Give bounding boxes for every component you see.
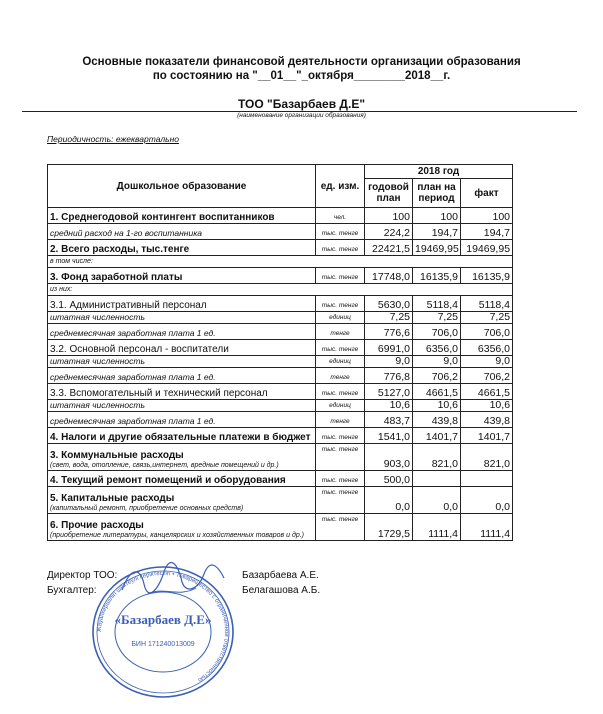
signature-scribble: [118, 560, 228, 600]
cell-fact: 0,0: [461, 487, 513, 514]
table-row: [48, 224, 513, 240]
cell-plan-year: 776,6: [365, 324, 413, 340]
cell-plan-period: 16135,9: [413, 268, 461, 284]
row-unit: тыс. тенге: [316, 487, 365, 514]
cell-fact: 6356,0: [461, 340, 513, 356]
signature-stroke: [122, 563, 224, 593]
cell-fact: 7,25: [461, 312, 513, 324]
cell-plan-period: 7,25: [413, 312, 461, 324]
table-row: [48, 296, 513, 312]
row-label: 4. Текущий ремонт помещений и оборудования: [48, 471, 316, 487]
cell-plan-year: 17748,0: [365, 268, 413, 284]
cell-plan-year: 776,8: [365, 368, 413, 384]
cell-fact: 1111,4: [461, 514, 513, 541]
stamp-bin-text: БИН 171240013009: [131, 641, 195, 648]
cell-fact: 16135,9: [461, 268, 513, 284]
row-label: штатная численность: [48, 356, 316, 368]
row-unit: тыс. тенге: [316, 444, 365, 471]
table-row: [48, 268, 513, 284]
stamp-core-ring: [115, 592, 211, 672]
row-label: 4. Налоги и другие обязательные платежи в бюджет: [48, 428, 316, 444]
cell-plan-year: 903,0: [365, 444, 413, 471]
row-unit: тыс. тенге: [316, 224, 365, 240]
accountant-label: Бухгалтер:: [47, 585, 97, 596]
cell-plan-period: 1401,7: [413, 428, 461, 444]
row-unit: тыс. тенге: [316, 340, 365, 356]
row-label: в том числе:: [48, 256, 513, 268]
table-row: [48, 444, 513, 471]
row-label: [48, 487, 316, 514]
table-row: [48, 312, 513, 324]
table-row: [48, 368, 513, 384]
cell-fact: 5118,4: [461, 296, 513, 312]
cell-plan-period: 9,0: [413, 356, 461, 368]
report-title: Основные показатели финансовой деятельности организации образования: [82, 56, 521, 68]
table-row: [48, 324, 513, 340]
cell-plan-period: 706,0: [413, 324, 461, 340]
cell-plan-period: 5118,4: [413, 296, 461, 312]
cell-fact: 10,6: [461, 400, 513, 412]
row-label: 3.2. Основной персонал - воспитатели: [48, 340, 316, 356]
table-row: [48, 340, 513, 356]
cell-fact: 4661,5: [461, 384, 513, 400]
cell-plan-year: 483,7: [365, 412, 413, 428]
cell-plan-year: 0,0: [365, 487, 413, 514]
table-row: [48, 412, 513, 428]
cell-fact: 706,0: [461, 324, 513, 340]
accountant-name: Белагашова А.Б.: [242, 585, 321, 596]
cell-plan-period: 4661,5: [413, 384, 461, 400]
cell-plan-year: 1729,5: [365, 514, 413, 541]
cell-plan-year: 500,0: [365, 471, 413, 487]
table-row: [48, 356, 513, 368]
row-title: 5. Капитальные расходы: [50, 493, 175, 504]
table-row: [48, 487, 513, 514]
row-unit: тыс. тенге: [316, 471, 365, 487]
row-label: среднемесячная заработная плата 1 ед.: [48, 412, 316, 428]
row-label: среднемесячная заработная плата 1 ед.: [48, 368, 316, 384]
row-note: (приобретение литературы, канцелярских и хозяйственных товаров и др.): [50, 532, 304, 539]
cell-fact: 100: [461, 208, 513, 224]
cell-fact: 9,0: [461, 356, 513, 368]
row-label: штатная численность: [48, 400, 316, 412]
cell-fact: 19469,95: [461, 240, 513, 256]
cell-plan-period: 706,2: [413, 368, 461, 384]
row-unit: тыс. тенге: [316, 428, 365, 444]
cell-plan-period: 100: [413, 208, 461, 224]
cell-plan-year: 7,25: [365, 312, 413, 324]
row-label: из них:: [48, 284, 513, 296]
row-label: 1. Среднегодовой контингент воспитанников: [48, 208, 316, 224]
row-label: средний расход на 1-го воспитанника: [48, 224, 316, 240]
col-header-unit: ед. изм.: [316, 165, 365, 208]
cell-fact: 439,8: [461, 412, 513, 428]
cell-fact: 821,0: [461, 444, 513, 471]
table-row: [48, 256, 513, 268]
cell-fact: 194,7: [461, 224, 513, 240]
row-note: (капитальный ремонт, приобретение основных средств): [50, 505, 244, 512]
row-unit: единиц: [316, 312, 365, 324]
table-row: [48, 240, 513, 256]
row-unit: тенге: [316, 412, 365, 428]
row-unit: чел.: [316, 208, 365, 224]
row-label: 3.1. Административный персонал: [48, 296, 316, 312]
cell-plan-period: 1111,4: [413, 514, 461, 541]
cell-plan-period: 0,0: [413, 487, 461, 514]
cell-plan-period: 10,6: [413, 400, 461, 412]
row-label: 3.3. Вспомогательный и технический персонал: [48, 384, 316, 400]
row-unit: тенге: [316, 324, 365, 340]
cell-plan-year: 5127,0: [365, 384, 413, 400]
director-name: Базарбаева А.Е.: [242, 570, 319, 581]
row-unit: единиц: [316, 356, 365, 368]
row-title: 6. Прочие расходы: [50, 520, 144, 531]
cell-plan-year: 6991,0: [365, 340, 413, 356]
cell-plan-year: 100: [365, 208, 413, 224]
row-unit: тыс. тенге: [316, 384, 365, 400]
cell-plan-period: 6356,0: [413, 340, 461, 356]
row-label: 2. Всего расходы, тыс.тенге: [48, 240, 316, 256]
table-row: [48, 208, 513, 224]
col-header-plan-year: годовой план: [365, 179, 413, 208]
col-header-fact: факт: [461, 179, 513, 208]
row-unit: тенге: [316, 368, 365, 384]
cell-fact: [461, 471, 513, 487]
cell-plan-period: 439,8: [413, 412, 461, 428]
row-label: штатная численность: [48, 312, 316, 324]
row-title: 3. Коммунальные расходы: [50, 450, 184, 461]
row-label: [48, 444, 316, 471]
cell-plan-year: 224,2: [365, 224, 413, 240]
row-unit: единиц: [316, 400, 365, 412]
cell-plan-year: 9,0: [365, 356, 413, 368]
organization-name: ТОО "Базарбаев Д.Е": [237, 97, 366, 111]
table-row: [48, 471, 513, 487]
report-date: по состоянию на "__01__"_октября________2018__г.: [152, 70, 451, 82]
table-row: [48, 400, 513, 412]
cell-fact: 1401,7: [461, 428, 513, 444]
organization-note: (наименование организации образования): [237, 112, 366, 119]
col-header-section: Дошкольное образование: [48, 165, 316, 208]
director-label: Директор ТОО:: [47, 570, 118, 581]
cell-plan-year: 10,6: [365, 400, 413, 412]
cell-plan-period: [413, 471, 461, 487]
cell-plan-year: 5630,0: [365, 296, 413, 312]
row-unit: тыс. тенге: [316, 268, 365, 284]
row-label: [48, 514, 316, 541]
cell-fact: 706,2: [461, 368, 513, 384]
financial-table: [47, 164, 513, 541]
cell-plan-period: 821,0: [413, 444, 461, 471]
row-label: 3. Фонд заработной платы: [48, 268, 316, 284]
stamp-ring-textpath: Жауапкершілігі шектеулі серіктестігі • Товарищество с ограниченной ответственностью: [96, 570, 230, 683]
row-unit: тыс. тенге: [316, 296, 365, 312]
row-unit: тыс. тенге: [316, 240, 365, 256]
col-header-year: 2018 год: [365, 165, 513, 179]
table-row: [48, 284, 513, 296]
row-unit: тыс. тенге: [316, 514, 365, 541]
row-note: (свет, вода, отопление, связь,интернет, вредные помещений и др.): [50, 462, 279, 469]
table-row: [48, 428, 513, 444]
stamp-center-text: «Базарбаев Д.Е»: [114, 612, 212, 627]
cell-plan-year: 1541,0: [365, 428, 413, 444]
col-header-plan-period: план на период: [413, 179, 461, 208]
table-row: [48, 384, 513, 400]
cell-plan-period: 194,7: [413, 224, 461, 240]
table-row: [48, 514, 513, 541]
cell-plan-year: 22421,5: [365, 240, 413, 256]
cell-plan-period: 19469,95: [413, 240, 461, 256]
periodicity: Периодичность: ежеквартально: [47, 134, 180, 144]
row-label: среднемесячная заработная плата 1 ед.: [48, 324, 316, 340]
